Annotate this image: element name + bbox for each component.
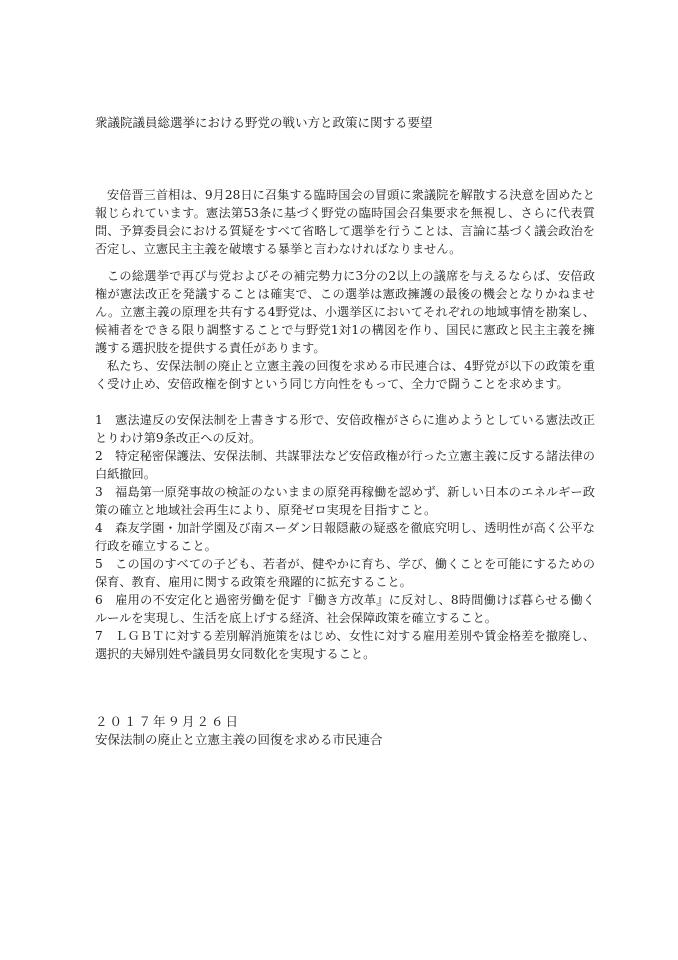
demand-list <box>95 411 595 663</box>
demand-number: 4 <box>95 521 103 535</box>
demand-text: 森友学園・加計学園及び南スーダン日報隠蔽の疑惑を徹底究明し、透明性が高く公平な行政を確立すること。 <box>95 521 595 553</box>
demand-text: この国のすべての子ども、若者が、健やかに育ち、学び、働くことを可能にするための保育、教育、雇用に関する政策を飛躍的に拡充すること。 <box>95 557 595 589</box>
demand-number: 7 <box>95 629 103 643</box>
body-paragraph-1: 安倍晋三首相は、9月28日に召集する臨時国会の冒頭に衆議院を解散する決意を固めたと報じられています。憲法第53条に基づく野党の臨時国会召集要求を無視し、さらに代表質問、予算委員会における質疑をすべて省略して選挙を行うことは、言論に基づく議会政治を否定し、立憲民主主義を破壊する暴挙と言わなければなりません。 <box>95 188 595 256</box>
demand-item <box>95 555 595 591</box>
demand-number: 2 <box>95 449 103 463</box>
demand-text: ＬＧＢＴに対する差別解消施策をはじめ、女性に対する雇用差別や賃金格差を撤廃し、選択的夫婦別姓や議員男女同数化を実現すること。 <box>95 629 595 661</box>
body-paragraph-3: 私たち、安保法制の廃止と立憲主義の回復を求める市民連合は、4野党が以下の政策を重く受け止め、安倍政権を倒すという同じ方向性をもって、全力で闘うことを求めます。 <box>95 359 595 391</box>
demand-item <box>95 519 595 555</box>
document-date: ２０１７年９月２６日 <box>95 714 241 729</box>
demand-text: 憲法違反の安保法制を上書きする形で、安倍政権がさらに進めようとしている憲法改正とりわけ第9条改正への反対。 <box>95 413 595 445</box>
demand-text: 雇用の不安定化と過密労働を促す『働き方改革』に反対し、8時間働けば暮らせる働くルールを実現し、生活を底上げする経済、社会保障政策を確立すること。 <box>95 593 595 625</box>
demand-number: 6 <box>95 593 103 607</box>
demand-text: 特定秘密保護法、安保法制、共謀罪法など安倍政権が行った立憲主義に反する諸法律の白紙撤回。 <box>95 449 595 481</box>
demand-item <box>95 627 595 663</box>
demand-number: 5 <box>95 557 103 571</box>
demand-number: 3 <box>95 485 103 499</box>
demand-item <box>95 483 595 519</box>
demand-item <box>95 411 595 447</box>
document-title: 衆議院議員総選挙における野党の戦い方と政策に関する要望 <box>95 115 433 130</box>
organization-name: 安保法制の廃止と立憲主義の回復を求める市民連合 <box>95 732 383 747</box>
body-paragraph-2: この総選挙で再び与党およびその補完勢力に3分の2以上の議席を与えるならば、安倍政権が憲法改正を発議することは確実で、この選挙は憲政擁護の最後の機会となりかねません。立憲主義の原理を共有する4野党は、小選挙区においてそれぞれの地域事情を勘案し、候補者をできる限り調整することで与野党1対1の構図を作り、国民に憲政と民主主義を擁護する選択肢を提供する責任があります。 <box>95 269 595 355</box>
demand-item <box>95 447 595 483</box>
demand-number: 1 <box>95 413 103 427</box>
demand-text: 福島第一原発事故の検証のないままの原発再稼働を認めず、新しい日本のエネルギー政策の確立と地域社会再生により、原発ゼロ実現を目指すこと。 <box>95 485 595 517</box>
demand-item <box>95 591 595 627</box>
